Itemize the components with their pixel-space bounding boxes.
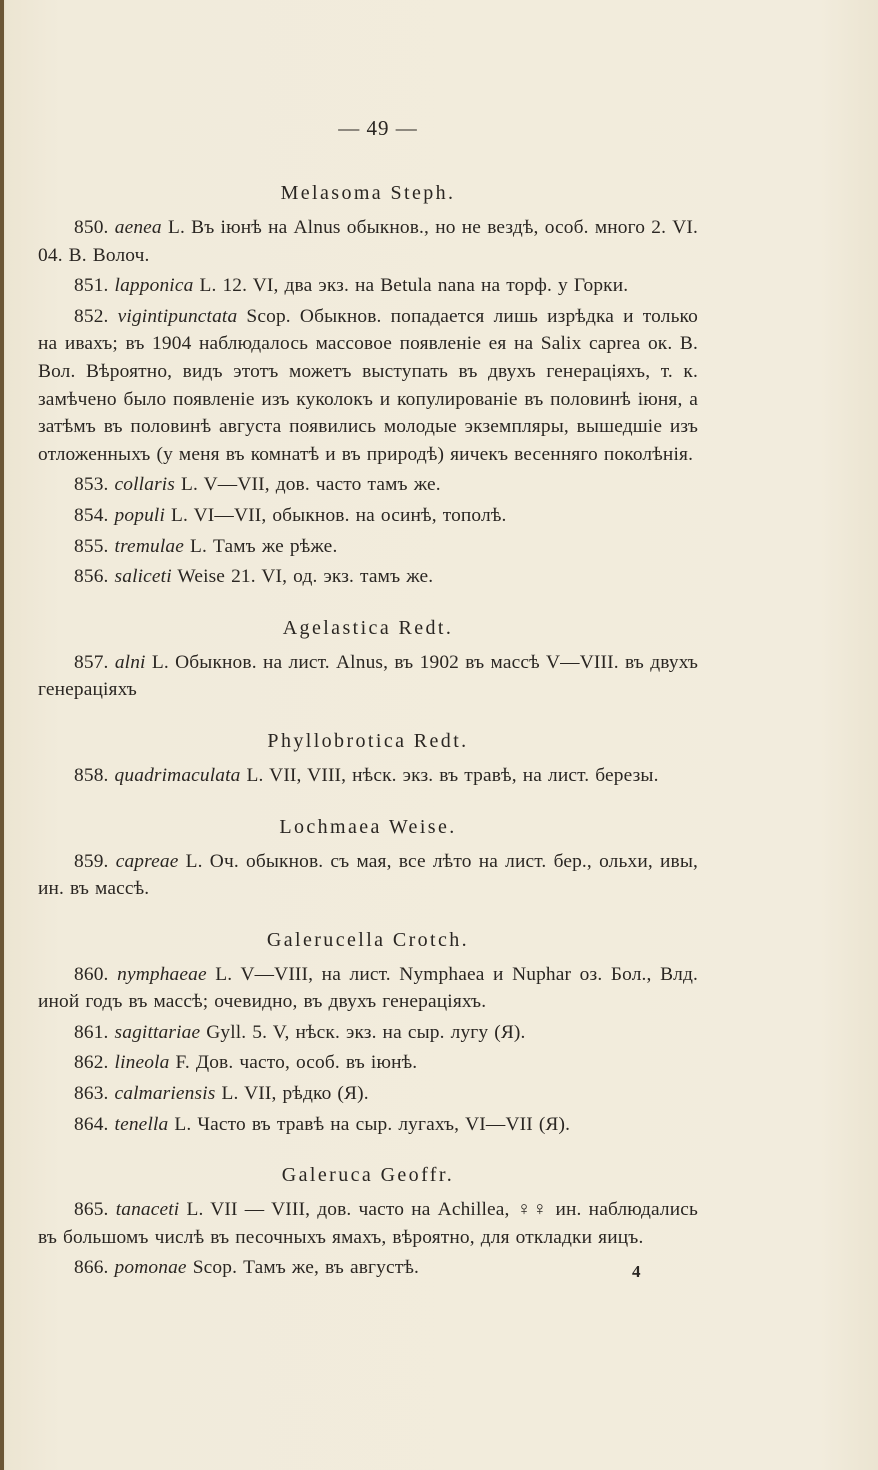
species-name: lineola xyxy=(114,1052,170,1074)
species-entry xyxy=(38,961,698,1016)
species-entry xyxy=(38,848,698,903)
entry-description: L. Часто въ травѣ на сыр. лугахъ, VI—VII (Я). xyxy=(174,1113,571,1135)
entry-number: 865. xyxy=(74,1199,109,1221)
entry-description: L. 12. VI, два экз. на Betula nana на торф. у Горки. xyxy=(199,275,629,297)
genus-heading: Lochmaea Weise. xyxy=(279,815,457,838)
species-entry xyxy=(38,1019,698,1047)
entry-number: 861. xyxy=(74,1021,109,1043)
species-name: vigintipunctata xyxy=(117,305,238,327)
species-name: sagittariae xyxy=(114,1021,201,1043)
species-entry xyxy=(38,303,698,469)
species-entry xyxy=(38,762,698,790)
species-name: aenea xyxy=(114,217,162,238)
entry-description: L. VII, VIII, нѣск. экз. въ травѣ, на лист. березы. xyxy=(246,764,659,786)
species-entry xyxy=(38,563,698,591)
species-name: tanaceti xyxy=(115,1199,180,1221)
species-name: quadrimaculata xyxy=(114,764,241,786)
entry-number: 856. xyxy=(74,566,109,588)
entry-number: 862. xyxy=(74,1052,109,1074)
entry-number: 851. xyxy=(74,275,109,297)
entry-number: 864. xyxy=(74,1113,109,1135)
entry-number: 858. xyxy=(74,764,109,786)
entry-number: 857. xyxy=(74,651,109,673)
entry-description: L. VII, рѣдко (Я). xyxy=(221,1083,369,1105)
species-name: lapponica xyxy=(114,275,194,297)
entry-description: L. VI—VII, обыкнов. на осинѣ, тополѣ. xyxy=(171,504,507,526)
species-name: collaris xyxy=(114,474,175,496)
entry-description: L. Оч. обыкнов. съ мая, все лѣто на лист. бер., ольхи, ивы, ин. въ массѣ. xyxy=(38,850,699,900)
species-entry xyxy=(38,533,698,561)
book-spine-edge xyxy=(0,0,4,1470)
species-entry xyxy=(38,1080,698,1108)
genus-heading: Galeruca Geoffr. xyxy=(281,1164,455,1187)
entry-number: 850. xyxy=(74,217,109,238)
entry-number: 866. xyxy=(74,1257,109,1279)
species-entry xyxy=(38,1196,698,1251)
species-entry xyxy=(38,649,698,704)
entry-number: 860. xyxy=(74,963,109,985)
species-name: pomonae xyxy=(114,1257,187,1279)
entry-number: 853. xyxy=(74,474,109,496)
species-name: alni xyxy=(114,651,146,673)
species-entry xyxy=(38,1254,698,1282)
page-number: — 49 — xyxy=(338,116,418,140)
entry-description: Scop. Тамъ же, въ августѣ. xyxy=(192,1257,420,1279)
entry-number: 852. xyxy=(74,305,109,327)
genus-heading: Agelastica Redt. xyxy=(282,616,454,639)
species-entry xyxy=(38,1049,698,1077)
entry-description: Gyll. 5. V, нѣск. экз. на сыр. лугу (Я). xyxy=(206,1021,526,1043)
entry-number: 854. xyxy=(74,504,109,526)
species-name: calmariensis xyxy=(114,1083,216,1105)
entry-description: L. VII — VIII, дов. часто на Achillea, ♀♀ ин. наблюдались въ большомъ числѣ въ песочныхъ ямахъ, вѣроятно, для откладки яицъ. xyxy=(38,1199,699,1248)
entry-description: L. V—VIII, на лист. Nymphaea и Nuphar оз. Бол., Влд. иной годъ въ массѣ; очевидно, въ двухъ генераціяхъ. xyxy=(38,963,699,1013)
entry-description: L. Тамъ же рѣже. xyxy=(189,535,338,557)
entry-number: 863. xyxy=(74,1083,109,1105)
printer-signature-mark: 4 xyxy=(632,1262,641,1281)
species-name: capreae xyxy=(115,850,179,872)
species-entry xyxy=(38,471,698,499)
entry-number: 855. xyxy=(74,535,109,557)
entry-number: 859. xyxy=(74,850,109,872)
page-text xyxy=(38,108,698,1285)
genus-heading: Melasoma Steph. xyxy=(280,182,456,204)
species-entry xyxy=(38,214,698,269)
species-list xyxy=(38,178,698,1282)
entry-description: L. Обыкнов. на лист. Alnus, въ 1902 въ массѣ V—VIII. въ двухъ генераціяхъ xyxy=(38,651,698,701)
species-entry xyxy=(38,1111,698,1139)
entry-description: Scop. Обыкнов. попадается лишь изрѣдка и только на ивахъ; въ 1904 наблюдалось массовое появленіе ея на Salix caprea ок. В. Вол. Вѣроятно, видъ этотъ можетъ выступать въ двухъ генераціяхъ, т. к. замѣчено было появленіе изъ куколокъ и копулированіе въ половинѣ іюня, а затѣмъ въ половинѣ августа появились молодые экземпляры, вышедшіе изъ отложенныхъ (у меня въ комнатѣ и въ природѣ) яичекъ весенняго поколѣнія. xyxy=(38,305,698,465)
species-name: populi xyxy=(114,504,166,526)
entry-description: L. V—VII, дов. часто тамъ же. xyxy=(181,474,441,496)
entry-description: Weise 21. VI, од. экз. тамъ же. xyxy=(177,566,434,588)
entry-description: L. Въ іюнѣ на Alnus обыкнов., но не вездѣ, особ. много 2. VI. 04. В. Волоч. xyxy=(38,217,699,266)
species-name: tenella xyxy=(114,1113,169,1135)
species-entry xyxy=(38,502,698,530)
species-entry xyxy=(38,272,698,300)
genus-heading: Phyllobrotica Redt. xyxy=(267,729,469,752)
species-name: saliceti xyxy=(114,566,172,588)
genus-heading: Galerucella Crotch. xyxy=(266,928,470,951)
species-name: nymphaeae xyxy=(117,963,207,985)
species-name: tremulae xyxy=(114,535,184,557)
entry-description: F. Дов. часто, особ. въ іюнѣ. xyxy=(175,1052,418,1074)
